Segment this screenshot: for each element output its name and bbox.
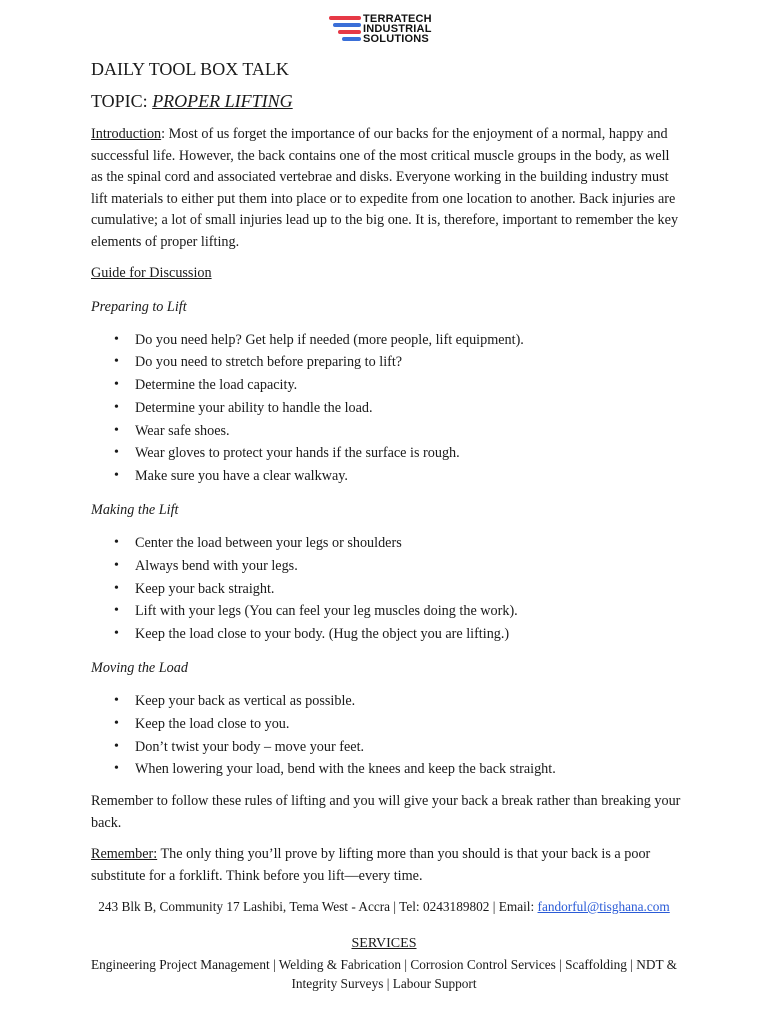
email-link[interactable]: fandorful@tisghana.com <box>537 899 670 914</box>
logo-line: INDUSTRIAL <box>363 23 432 35</box>
remember-text: The only thing you’ll prove by lifting more than you should is that your back is a poor substitute for a forklift. Think before you lift—every time. <box>91 846 651 884</box>
list-item: • Determine the load capacity. <box>135 374 681 397</box>
guide-heading <box>91 263 681 285</box>
logo-stripe <box>342 37 361 41</box>
list-item: • Wear safe shoes. <box>135 420 681 443</box>
list-item: • Wear gloves to protect your hands if the surface is rough. <box>135 442 681 465</box>
logo-stripe <box>338 30 361 34</box>
remember-label: Remember: <box>91 846 158 863</box>
logo-line: TERRATECH <box>363 13 432 25</box>
list-item: • Don’t twist your body – move your feet. <box>135 736 681 759</box>
list-item: • Do you need help? Get help if needed (more people, lift equipment). <box>135 329 681 352</box>
introduction-label: Introduction <box>91 126 162 142</box>
address-text: 243 Blk B, Community 17 Lashibi, Tema West - Accra | Tel: 0243189802 | Email: <box>98 899 538 914</box>
services-title <box>0 936 768 952</box>
list-item: • Keep your back as vertical as possible. <box>135 690 681 713</box>
list-item: • Always bend with your legs. <box>135 555 681 578</box>
guide-heading-text: Guide for Discussion <box>91 265 212 281</box>
list-item: • Keep the load close to you. <box>135 713 681 736</box>
footer-address <box>0 899 768 915</box>
section-heading-preparing: Preparing to Lift <box>91 298 187 315</box>
closing-paragraph: Remember to follow these rules of lifting and you will give your back a break rather than breaking your back. <box>91 793 681 831</box>
logo-stripe <box>329 16 361 20</box>
list-item: • Make sure you have a clear walkway. <box>135 465 681 488</box>
list-item: • Keep your back straight. <box>135 578 681 601</box>
list-item: • Center the load between your legs or shoulders <box>135 532 681 555</box>
moving-list <box>91 690 681 781</box>
list-item: • When lowering your load, bend with the knees and keep the back straight. <box>135 758 681 781</box>
list-item: • Keep the load close to your body. (Hug the object you are lifting.) <box>135 623 681 646</box>
introduction-paragraph <box>91 124 681 253</box>
document-body <box>91 56 681 887</box>
page-title: DAILY TOOL BOX TALK <box>91 59 289 79</box>
introduction-text: : Most of us forget the importance of our backs for the enjoyment of a normal, happy and successful life. However, the back contains one of the most critical muscle groups in the body, as well as the spinal cord and associated vertebrae and disks. Everyone working in the building industry must lift materials to either put them into place or to expedite from one location to another. Back injuries are cumulative; a lot of small injuries lead up to the big one. It is, therefore, important to remember the key elements of proper lifting. <box>91 126 679 250</box>
list-item: • Do you need to stretch before preparing to lift? <box>135 351 681 374</box>
services-list: Engineering Project Management | Welding & Fabrication | Corrosion Control Services | Scaffolding | NDT & Integrity Surveys | Labour Support <box>90 957 678 991</box>
list-item: • Determine your ability to handle the load. <box>135 397 681 420</box>
topic-label: TOPIC: <box>91 91 153 111</box>
services-title-text: SERVICES <box>351 936 417 951</box>
logo-stripe <box>333 23 361 27</box>
section-heading-moving: Moving the Load <box>91 660 188 677</box>
topic-value: PROPER LIFTING <box>152 91 293 111</box>
remember-paragraph <box>91 844 681 887</box>
logo-wordmark <box>363 14 432 44</box>
section-heading-making: Making the Lift <box>91 502 179 519</box>
topic-heading <box>91 90 681 112</box>
making-list <box>91 532 681 646</box>
company-logo <box>329 14 449 48</box>
logo-line: SOLUTIONS <box>363 33 429 45</box>
preparing-list <box>91 329 681 489</box>
list-item: • Lift with your legs (You can feel your leg muscles doing the work). <box>135 600 681 623</box>
